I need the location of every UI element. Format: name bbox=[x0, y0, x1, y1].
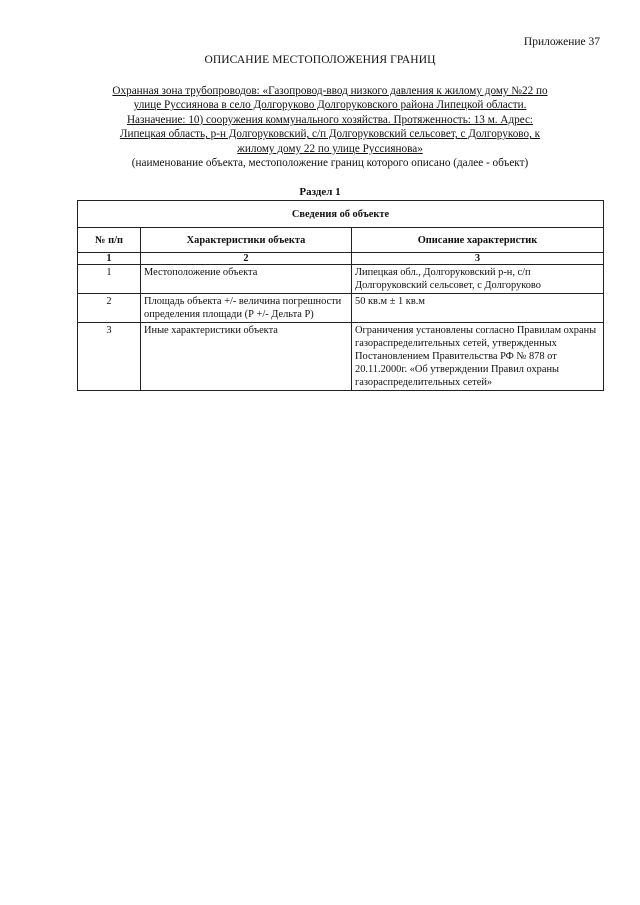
row-description: Липецкая обл., Долгоруковский р-н, с/п Долгоруковский сельсовет, с Долгоруково bbox=[352, 265, 604, 294]
row-num: 3 bbox=[78, 323, 141, 391]
row-characteristic: Площадь объекта +/- величина погрешности определения площади (Р +/- Дельта Р) bbox=[141, 294, 352, 323]
table-caption-row bbox=[78, 201, 604, 228]
object-info-table bbox=[77, 200, 604, 391]
document-title: ОПИСАНИЕ МЕСТОПОЛОЖЕНИЯ ГРАНИЦ bbox=[204, 54, 436, 66]
column-header-characteristic: Характеристики объекта bbox=[141, 228, 352, 253]
section-title: Раздел 1 bbox=[299, 186, 341, 198]
table-caption: Сведения об объекте bbox=[78, 201, 604, 228]
appendix-label: Приложение 37 bbox=[523, 36, 600, 48]
column-number: 3 bbox=[352, 253, 604, 265]
row-characteristic: Иные характеристики объекта bbox=[141, 323, 352, 391]
column-number-row bbox=[78, 253, 604, 265]
row-description: Ограничения установлены согласно Правилам охраны газораспределительных сетей, утвержденных Постановлением Правительства РФ № 878 от 20.11.2000г. «Об утверждении Правил охраны газораспределительных сетей» bbox=[352, 323, 604, 391]
object-description-line: улице Руссиянова в село Долгоруково Долгоруковского района Липецкой области. bbox=[133, 99, 527, 112]
column-number: 2 bbox=[141, 253, 352, 265]
object-description-note: (наименование объекта, местоположение границ которого описано (далее - объект) bbox=[131, 157, 529, 170]
row-num: 2 bbox=[78, 294, 141, 323]
column-header-description: Описание характеристик bbox=[352, 228, 604, 253]
column-number: 1 bbox=[78, 253, 141, 265]
table-row bbox=[78, 265, 604, 294]
table-header-row bbox=[78, 228, 604, 253]
column-header-num: № п/п bbox=[78, 228, 141, 253]
row-characteristic: Местоположение объекта bbox=[141, 265, 352, 294]
object-description-line: Назначение: 10) сооружения коммунального хозяйства. Протяженность: 13 м. Адрес: bbox=[126, 113, 534, 126]
object-description-line: жилому дому 22 по улице Руссиянова» bbox=[237, 142, 423, 155]
table-row bbox=[78, 323, 604, 391]
object-description-line: Охранная зона трубопроводов: «Газопровод-ввод низкого давления к жилому дому №22 по bbox=[112, 85, 548, 97]
table-row bbox=[78, 294, 604, 323]
row-description: 50 кв.м ± 1 кв.м bbox=[352, 294, 604, 323]
row-num: 1 bbox=[78, 265, 141, 294]
object-description-line: Липецкая область, р-н Долгоруковский, с/п Долгоруковский сельсовет, с Долгоруково, к bbox=[119, 128, 541, 141]
object-description bbox=[80, 84, 580, 170]
